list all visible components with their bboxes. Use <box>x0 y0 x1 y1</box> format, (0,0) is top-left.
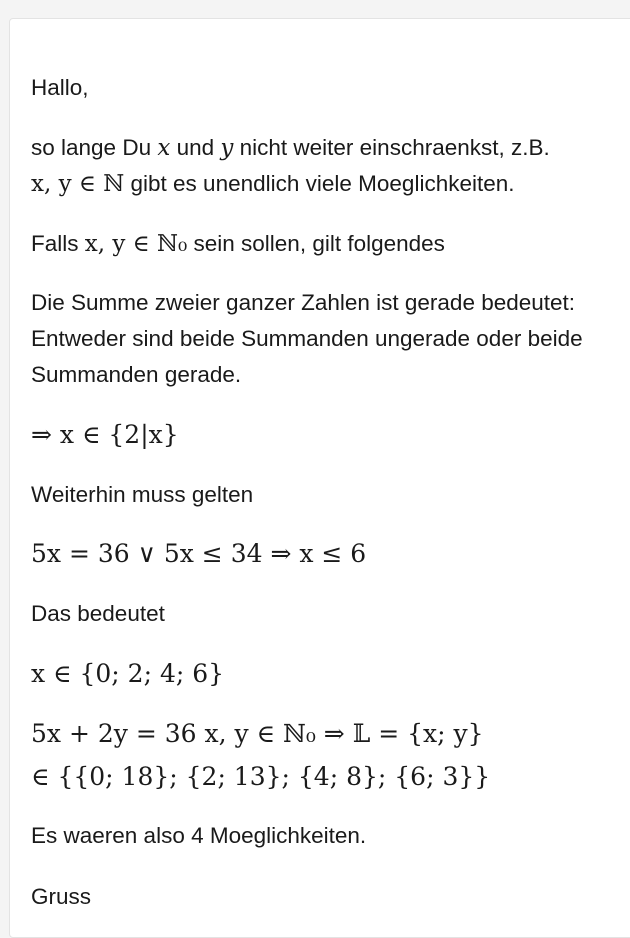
text-segment: und <box>170 135 221 160</box>
paragraph-5: Das bedeutet <box>31 601 165 626</box>
text-segment: gibt es unendlich viele Moeglichkeiten. <box>124 171 515 196</box>
math-x: x <box>157 135 171 161</box>
math-inline: x, y ∈ ℕ₀ <box>84 231 188 257</box>
formula-x-set: x ∈ {0; 2; 4; 6} <box>31 659 225 688</box>
math-y: y <box>220 135 234 161</box>
paragraph-2 <box>31 226 445 262</box>
formula-divisibility: ⇒ x ∈ {2|x} <box>31 420 179 449</box>
formula-inequality: 5x = 36 ∨ 5x ≤ 34 ⇒ x ≤ 6 <box>31 539 367 568</box>
paragraph-1-line-1 <box>31 130 550 166</box>
text-segment: so lange Du <box>31 135 158 160</box>
paragraph-3-line-2: Entweder sind beide Summanden ungerade oder beide <box>31 326 583 351</box>
text-segment: sein sollen, gilt folgendes <box>187 231 445 256</box>
formula-solution-line-2: ∈ {{0; 18}; {2; 13}; {4; 8}; {6; 3}} <box>31 762 491 791</box>
text-segment: nicht weiter einschraenkst, z.B. <box>233 135 550 160</box>
paragraph-3-line-3: Summanden gerade. <box>31 362 242 387</box>
paragraph-3-line-1: Die Summe zweier ganzer Zahlen ist gerade bedeutet: <box>31 290 576 315</box>
formula-solution-line-1: 5x + 2y = 36 x, y ∈ ℕ₀ ⇒ 𝕃 = {x; y} <box>31 719 484 748</box>
text-segment: Falls <box>31 231 85 256</box>
paragraph-6: Es waeren also 4 Moeglichkeiten. <box>31 823 367 848</box>
closing-text: Gruss <box>31 884 92 909</box>
math-inline: x, y ∈ ℕ <box>31 171 125 197</box>
paragraph-4: Weiterhin muss gelten <box>31 482 254 507</box>
greeting-text: Hallo, <box>31 75 89 100</box>
paragraph-1-line-2 <box>31 166 515 202</box>
